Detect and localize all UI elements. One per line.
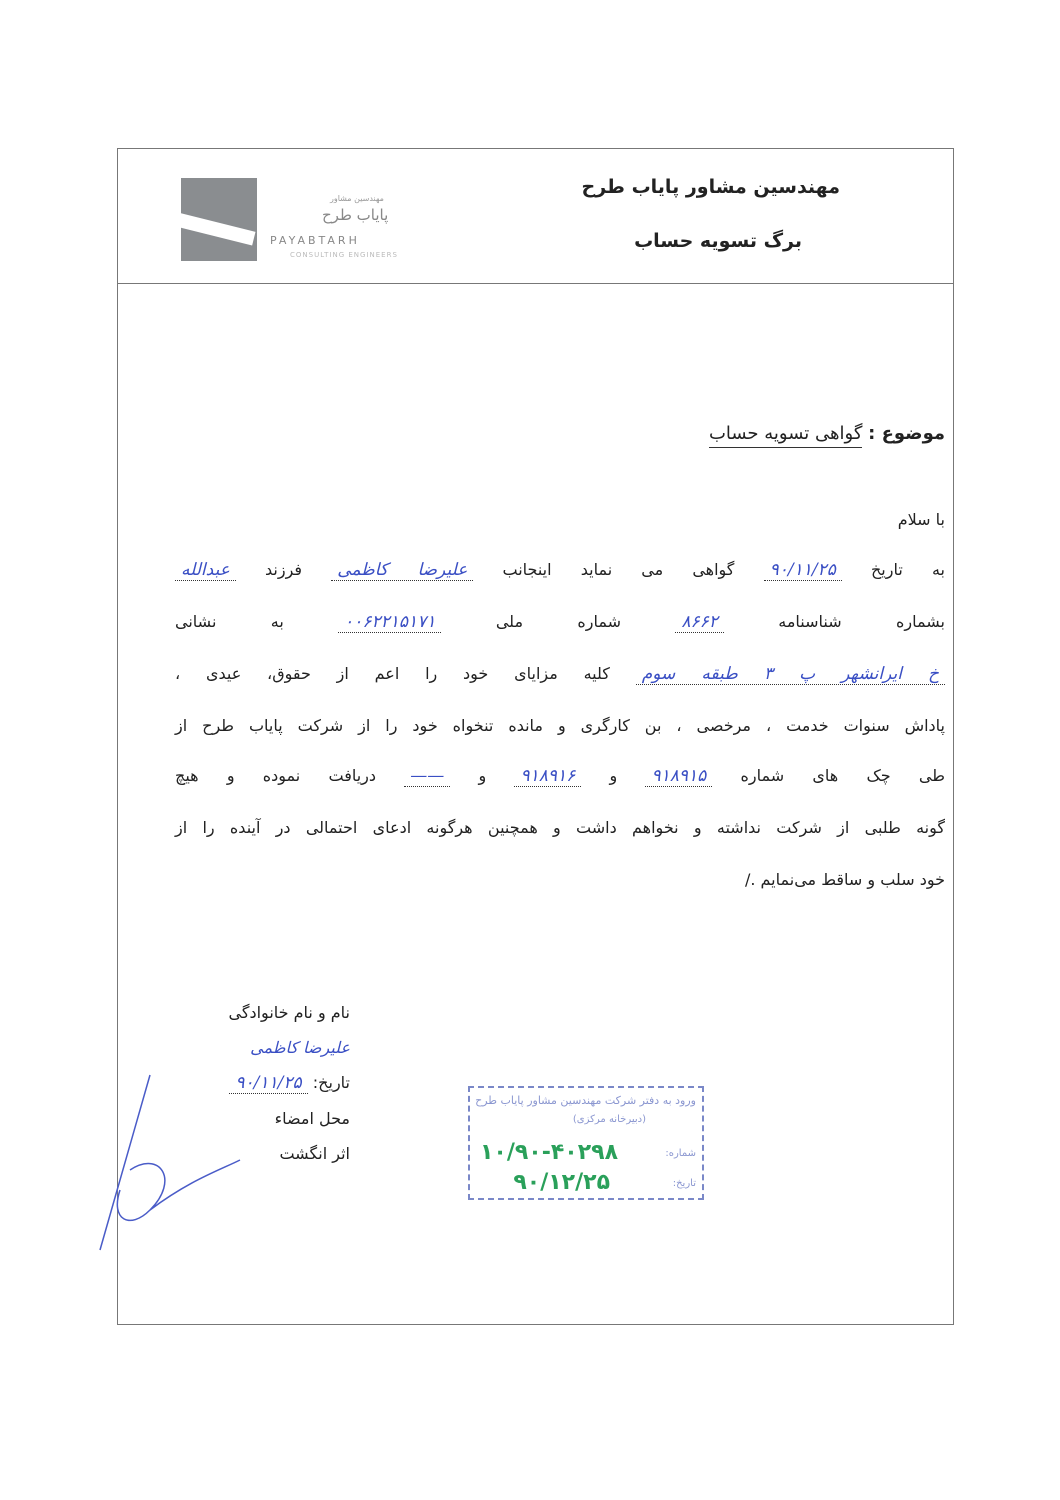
text: فرزند — [264, 560, 303, 579]
signature-date: ۹۰/۱۱/۲۵ — [229, 1073, 307, 1094]
body-line-1 — [175, 560, 945, 580]
text: و — [478, 766, 487, 785]
stamp-date-label: تاریخ: — [672, 1178, 696, 1189]
text: بشماره شناسنامه — [778, 612, 945, 631]
form-title: برگ تسویه حساب — [634, 230, 802, 252]
header-divider — [117, 283, 953, 284]
text: و — [609, 766, 618, 785]
greeting: با سلام — [897, 510, 945, 529]
stamp-number-label: شماره: — [665, 1148, 696, 1159]
logo-subtitle: CONSULTING ENGINEERS — [290, 251, 398, 259]
receipt-stamp — [468, 1086, 704, 1200]
cheque-3-field: —— — [404, 766, 450, 787]
text: به نشانی — [175, 612, 284, 631]
stamp-date: ۹۰/۱۲/۲۵ — [513, 1170, 610, 1195]
text: شماره ملی — [495, 612, 622, 631]
date-field: ۹۰/۱۱/۲۵ — [764, 560, 842, 581]
logo-small-text: مهندسین مشاور — [330, 194, 384, 203]
name-field: علیرضا کاظمی — [331, 560, 473, 581]
body-line-2 — [175, 612, 945, 632]
signature-scribble-icon — [90, 1070, 250, 1260]
sign-place-label: محل امضاء — [274, 1109, 350, 1128]
father-name-field: عبدالله — [175, 560, 236, 581]
text: دریافت نموده و هیچ — [175, 766, 377, 785]
text: طی چک های شماره — [740, 766, 945, 785]
cheque-1-field: ۹۱۸۹۱۵ — [645, 766, 712, 787]
national-id-field: ۰۰۶۲۲۱۵۱۷۱ — [338, 612, 441, 633]
name-label: نام و نام خانوادگی — [228, 1003, 350, 1022]
fingerprint-label: اثر انگشت — [279, 1144, 350, 1163]
body-line-7: خود سلب و ساقط می‌نمایم ./ — [744, 870, 945, 889]
body-line-6: گونه طلبی از شرکت نداشته و نخواهم داشت و همچنین هرگونه ادعای احتمالی در آینده را از — [175, 818, 945, 837]
stamp-subtitle: (دبیرخانه مرکزی) — [572, 1114, 646, 1125]
stamp-number: ۱۰/۹۰-۴۰۲۹۸ — [479, 1140, 618, 1165]
logo-name-fa: پایاب طرح — [322, 206, 389, 224]
text: کلیه مزایای خود را اعم از حقوق، عیدی ، — [175, 664, 610, 683]
text: گواهی می نماید اینجانب — [502, 560, 735, 579]
cheque-2-field: ۹۱۸۹۱۶ — [514, 766, 581, 787]
company-name: مهندسین مشاور پایاب طرح — [581, 176, 840, 198]
body-line-3 — [175, 664, 945, 684]
company-logo-icon — [181, 178, 257, 261]
subject-line — [709, 423, 945, 444]
subject-value: گواهی تسویه حساب — [709, 423, 862, 448]
text: به تاریخ — [870, 560, 945, 579]
subject-label: موضوع : — [868, 423, 945, 444]
id-number-field: ۸۶۶۲ — [675, 612, 724, 633]
body-line-4: پاداش سنوات خدمت ، مرخصی ، بن کارگری و مانده تنخواه خود را از شرکت پایاب طرح از — [175, 716, 945, 735]
date-label: تاریخ: — [312, 1073, 350, 1092]
body-line-5 — [175, 766, 945, 786]
address-field: خ ایرانشهر پ ۳ طبقه سوم — [636, 664, 945, 685]
logo-name-en: PAYABTARH — [270, 234, 360, 247]
stamp-title: ورود به دفتر شرکت مهندسین مشاور پایاب طرح — [475, 1094, 696, 1107]
signed-name: علیرضا کاظمی — [250, 1038, 350, 1057]
